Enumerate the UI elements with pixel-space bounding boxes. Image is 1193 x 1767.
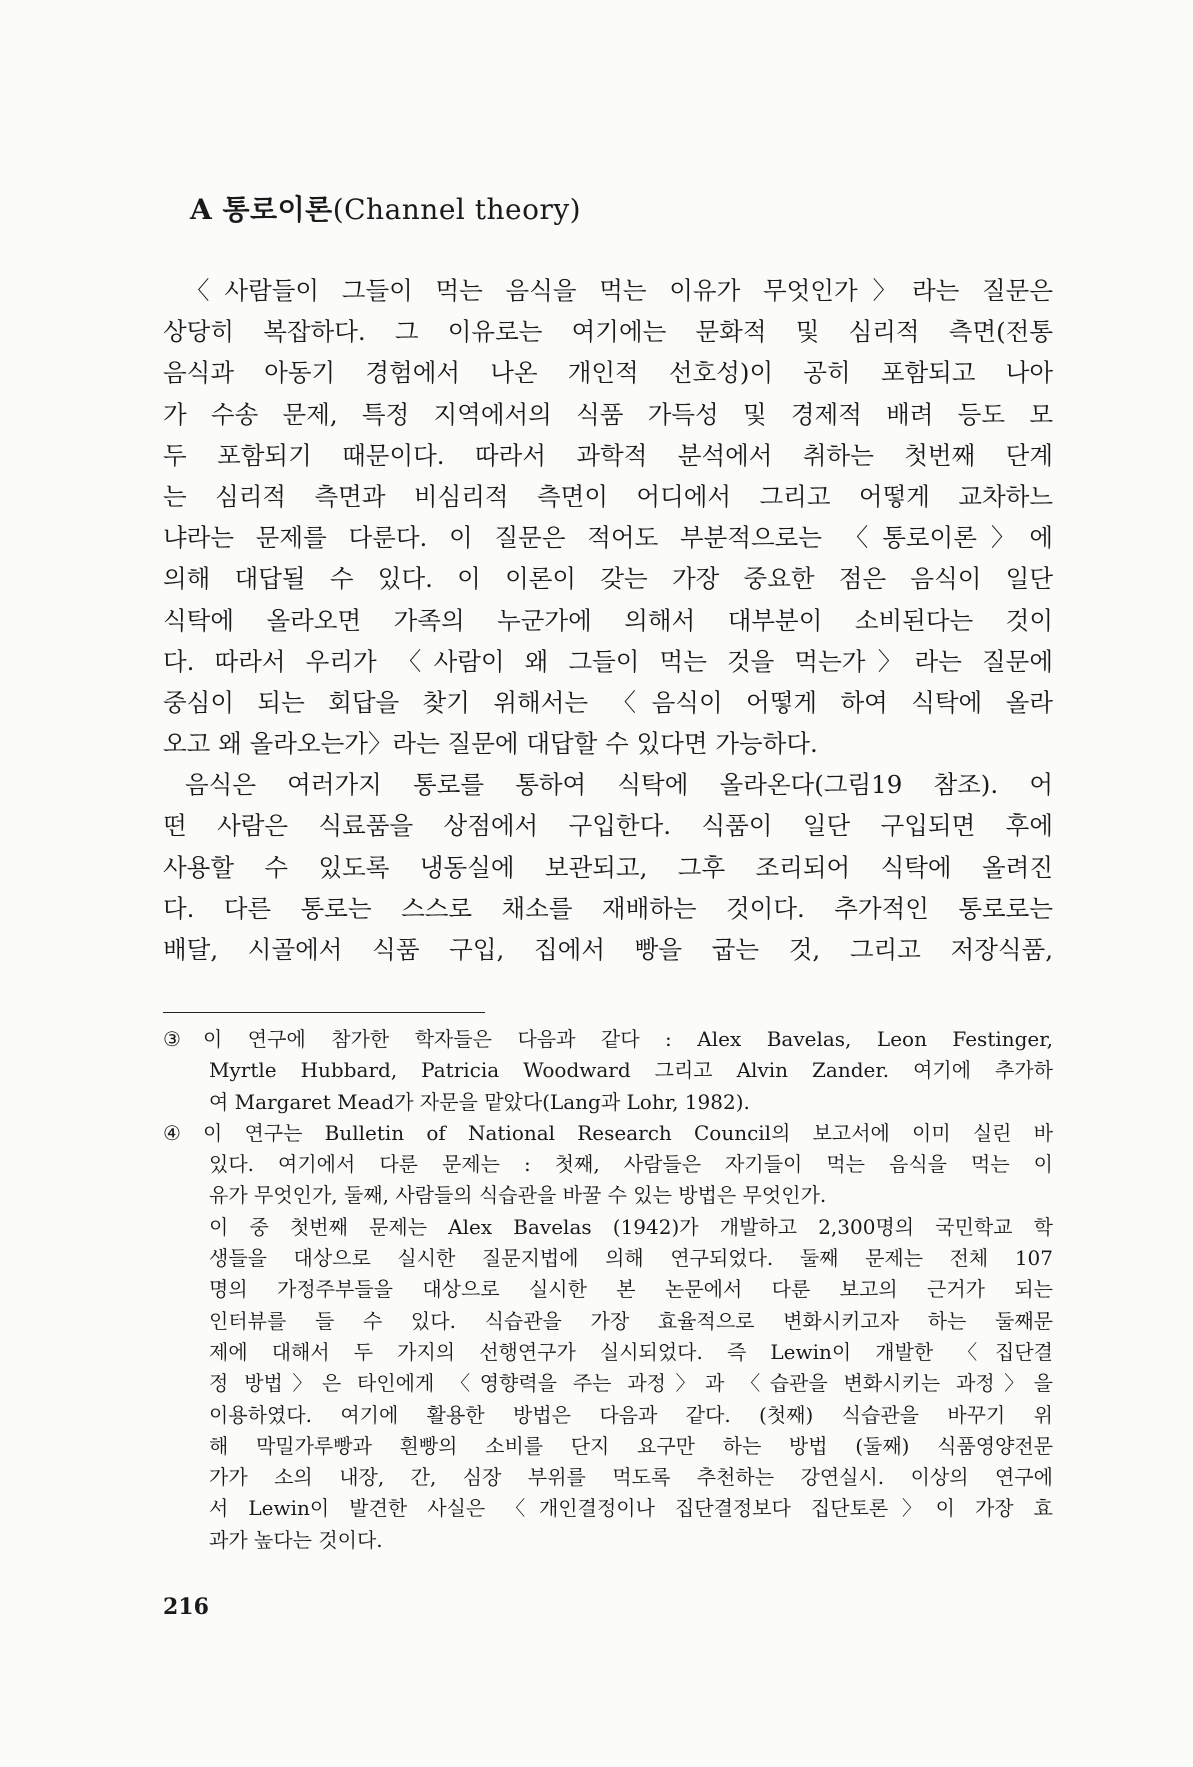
footnotes bbox=[163, 1024, 1053, 1556]
footnote-3-line: Myrtle Hubbard, Patricia Woodward 그리고 Alvin Zander. 여기에 추가하 bbox=[209, 1058, 1053, 1083]
body-line: 음식과 아동기 경험에서 나온 개인적 선호성)이 공히 포함되고 나아 bbox=[163, 358, 1053, 388]
footnote-4-line: 있다. 여기에서 다룬 문제는 : 첫째, 사람들은 자기들이 먹는 음식을 먹는 이 bbox=[209, 1152, 1053, 1177]
footnote-4-line: 가가 소의 내장, 간, 심장 부위를 먹도록 추천하는 강연실시. 이상의 연구에 bbox=[209, 1465, 1053, 1490]
footnote-4-line: 이용하였다. 여기에 활용한 방법은 다음과 같다. (첫째) 식습관을 바꾸기 위 bbox=[209, 1402, 1053, 1427]
footnote-4-line: ④ 이 연구는 Bulletin of National Research Council의 보고서에 이미 실린 바 bbox=[163, 1118, 1053, 1149]
body-line: 다. 따라서 우리가 〈사람이 왜 그들이 먹는 것을 먹는가〉라는 질문에 bbox=[163, 646, 1053, 676]
footnote-marker: ③ bbox=[163, 1027, 181, 1051]
body-line: 두 포함되기 때문이다. 따라서 과학적 분석에서 취하는 첫번째 단계 bbox=[163, 440, 1053, 470]
body-line: 사용할 수 있도록 냉동실에 보관되고, 그후 조리되어 식탁에 올려진 bbox=[163, 852, 1053, 882]
footnote-4-line: 생들을 대상으로 실시한 질문지법에 의해 연구되었다. 둘째 문제는 전체 107 bbox=[209, 1246, 1053, 1271]
footnote-4-line: 인터뷰를 들 수 있다. 식습관을 가장 효율적으로 변화시키고자 하는 둘째문 bbox=[209, 1308, 1053, 1333]
body-line: 는 심리적 측면과 비심리적 측면이 어디에서 그리고 어떻게 교차하느 bbox=[163, 481, 1053, 511]
footnote-4-line: 정 방법〉은 타인에게 〈영향력을 주는 과정〉과 〈습관을 변화시키는 과정〉을 bbox=[209, 1371, 1053, 1396]
body-line: 떤 사람은 식료품을 상점에서 구입한다. 식품이 일단 구입되면 후에 bbox=[163, 811, 1053, 841]
body-line: 상당히 복잡하다. 그 이유로는 여기에는 문화적 및 심리적 측면(전통 bbox=[163, 317, 1053, 347]
section-title-english: (Channel theory) bbox=[332, 193, 582, 226]
section-title-korean: 통로이론 bbox=[222, 193, 333, 226]
body-line: 냐라는 문제를 다룬다. 이 질문은 적어도 부분적으로는 〈통로이론〉에 bbox=[163, 523, 1053, 553]
body-line: 가 수송 문제, 특정 지역에서의 식품 가득성 및 경제적 배려 등도 모 bbox=[163, 399, 1053, 429]
section-letter: A bbox=[190, 193, 213, 226]
section-heading bbox=[190, 188, 581, 228]
body-line: 중심이 되는 회답을 찾기 위해서는 〈음식이 어떻게 하여 식탁에 올라 bbox=[163, 687, 1053, 717]
footnote-3-line: ③ 이 연구에 참가한 학자들은 다음과 같다 : Alex Bavelas, Leon Festinger, bbox=[163, 1024, 1053, 1055]
page-number: 216 bbox=[163, 1594, 209, 1620]
footnote-4-line: 과가 높다는 것이다. bbox=[209, 1527, 383, 1552]
footnote-4-line: 이 중 첫번째 문제는 Alex Bavelas (1942)가 개발하고 2,300명의 국민학교 학 bbox=[209, 1214, 1053, 1239]
footnote-4-line: 명의 가정주부들을 대상으로 실시한 본 논문에서 다룬 보고의 근거가 되는 bbox=[209, 1277, 1053, 1302]
body-line: 의해 대답될 수 있다. 이 이론이 갖는 가장 중요한 점은 음식이 일단 bbox=[163, 564, 1053, 594]
footnote-marker: ④ bbox=[163, 1120, 181, 1145]
body-line: 〈사람들이 그들이 먹는 음식을 먹는 이유가 무엇인가〉라는 질문은 bbox=[185, 276, 1053, 305]
body-paragraphs bbox=[163, 270, 1053, 970]
body-line: 오고 왜 올라오는가〉라는 질문에 대답할 수 있다면 가능하다. bbox=[163, 729, 818, 759]
body-line: 다. 다른 통로는 스스로 채소를 재배하는 것이다. 추가적인 통로로는 bbox=[163, 893, 1053, 923]
footnote-divider bbox=[163, 1012, 485, 1013]
footnote-4-line: 해 막밀가루빵과 흰빵의 소비를 단지 요구만 하는 방법 (둘째) 식품영양전문 bbox=[209, 1433, 1053, 1458]
footnote-4-line: 제에 대해서 두 가지의 선행연구가 실시되었다. 즉 Lewin이 개발한 〈집단결 bbox=[209, 1339, 1053, 1364]
footnote-4-line: 유가 무엇인가, 둘째, 사람들의 식습관을 바꿀 수 있는 방법은 무엇인가. bbox=[209, 1183, 827, 1208]
body-line: 식탁에 올라오면 가족의 누군가에 의해서 대부분이 소비된다는 것이 bbox=[163, 605, 1053, 635]
footnote-3-line: 여 Margaret Mead가 자문을 맡았다(Lang과 Lohr, 1982). bbox=[209, 1089, 750, 1114]
body-line: 음식은 여러가지 통로를 통하여 식탁에 올라온다(그림19 참조). 어 bbox=[185, 770, 1053, 800]
body-line: 배달, 시골에서 식품 구입, 집에서 빵을 굽는 것, 그리고 저장식품, bbox=[163, 935, 1053, 964]
footnote-4-line: 서 Lewin이 발견한 사실은 〈개인결정이나 집단결정보다 집단토론〉이 가장 효 bbox=[209, 1496, 1053, 1521]
